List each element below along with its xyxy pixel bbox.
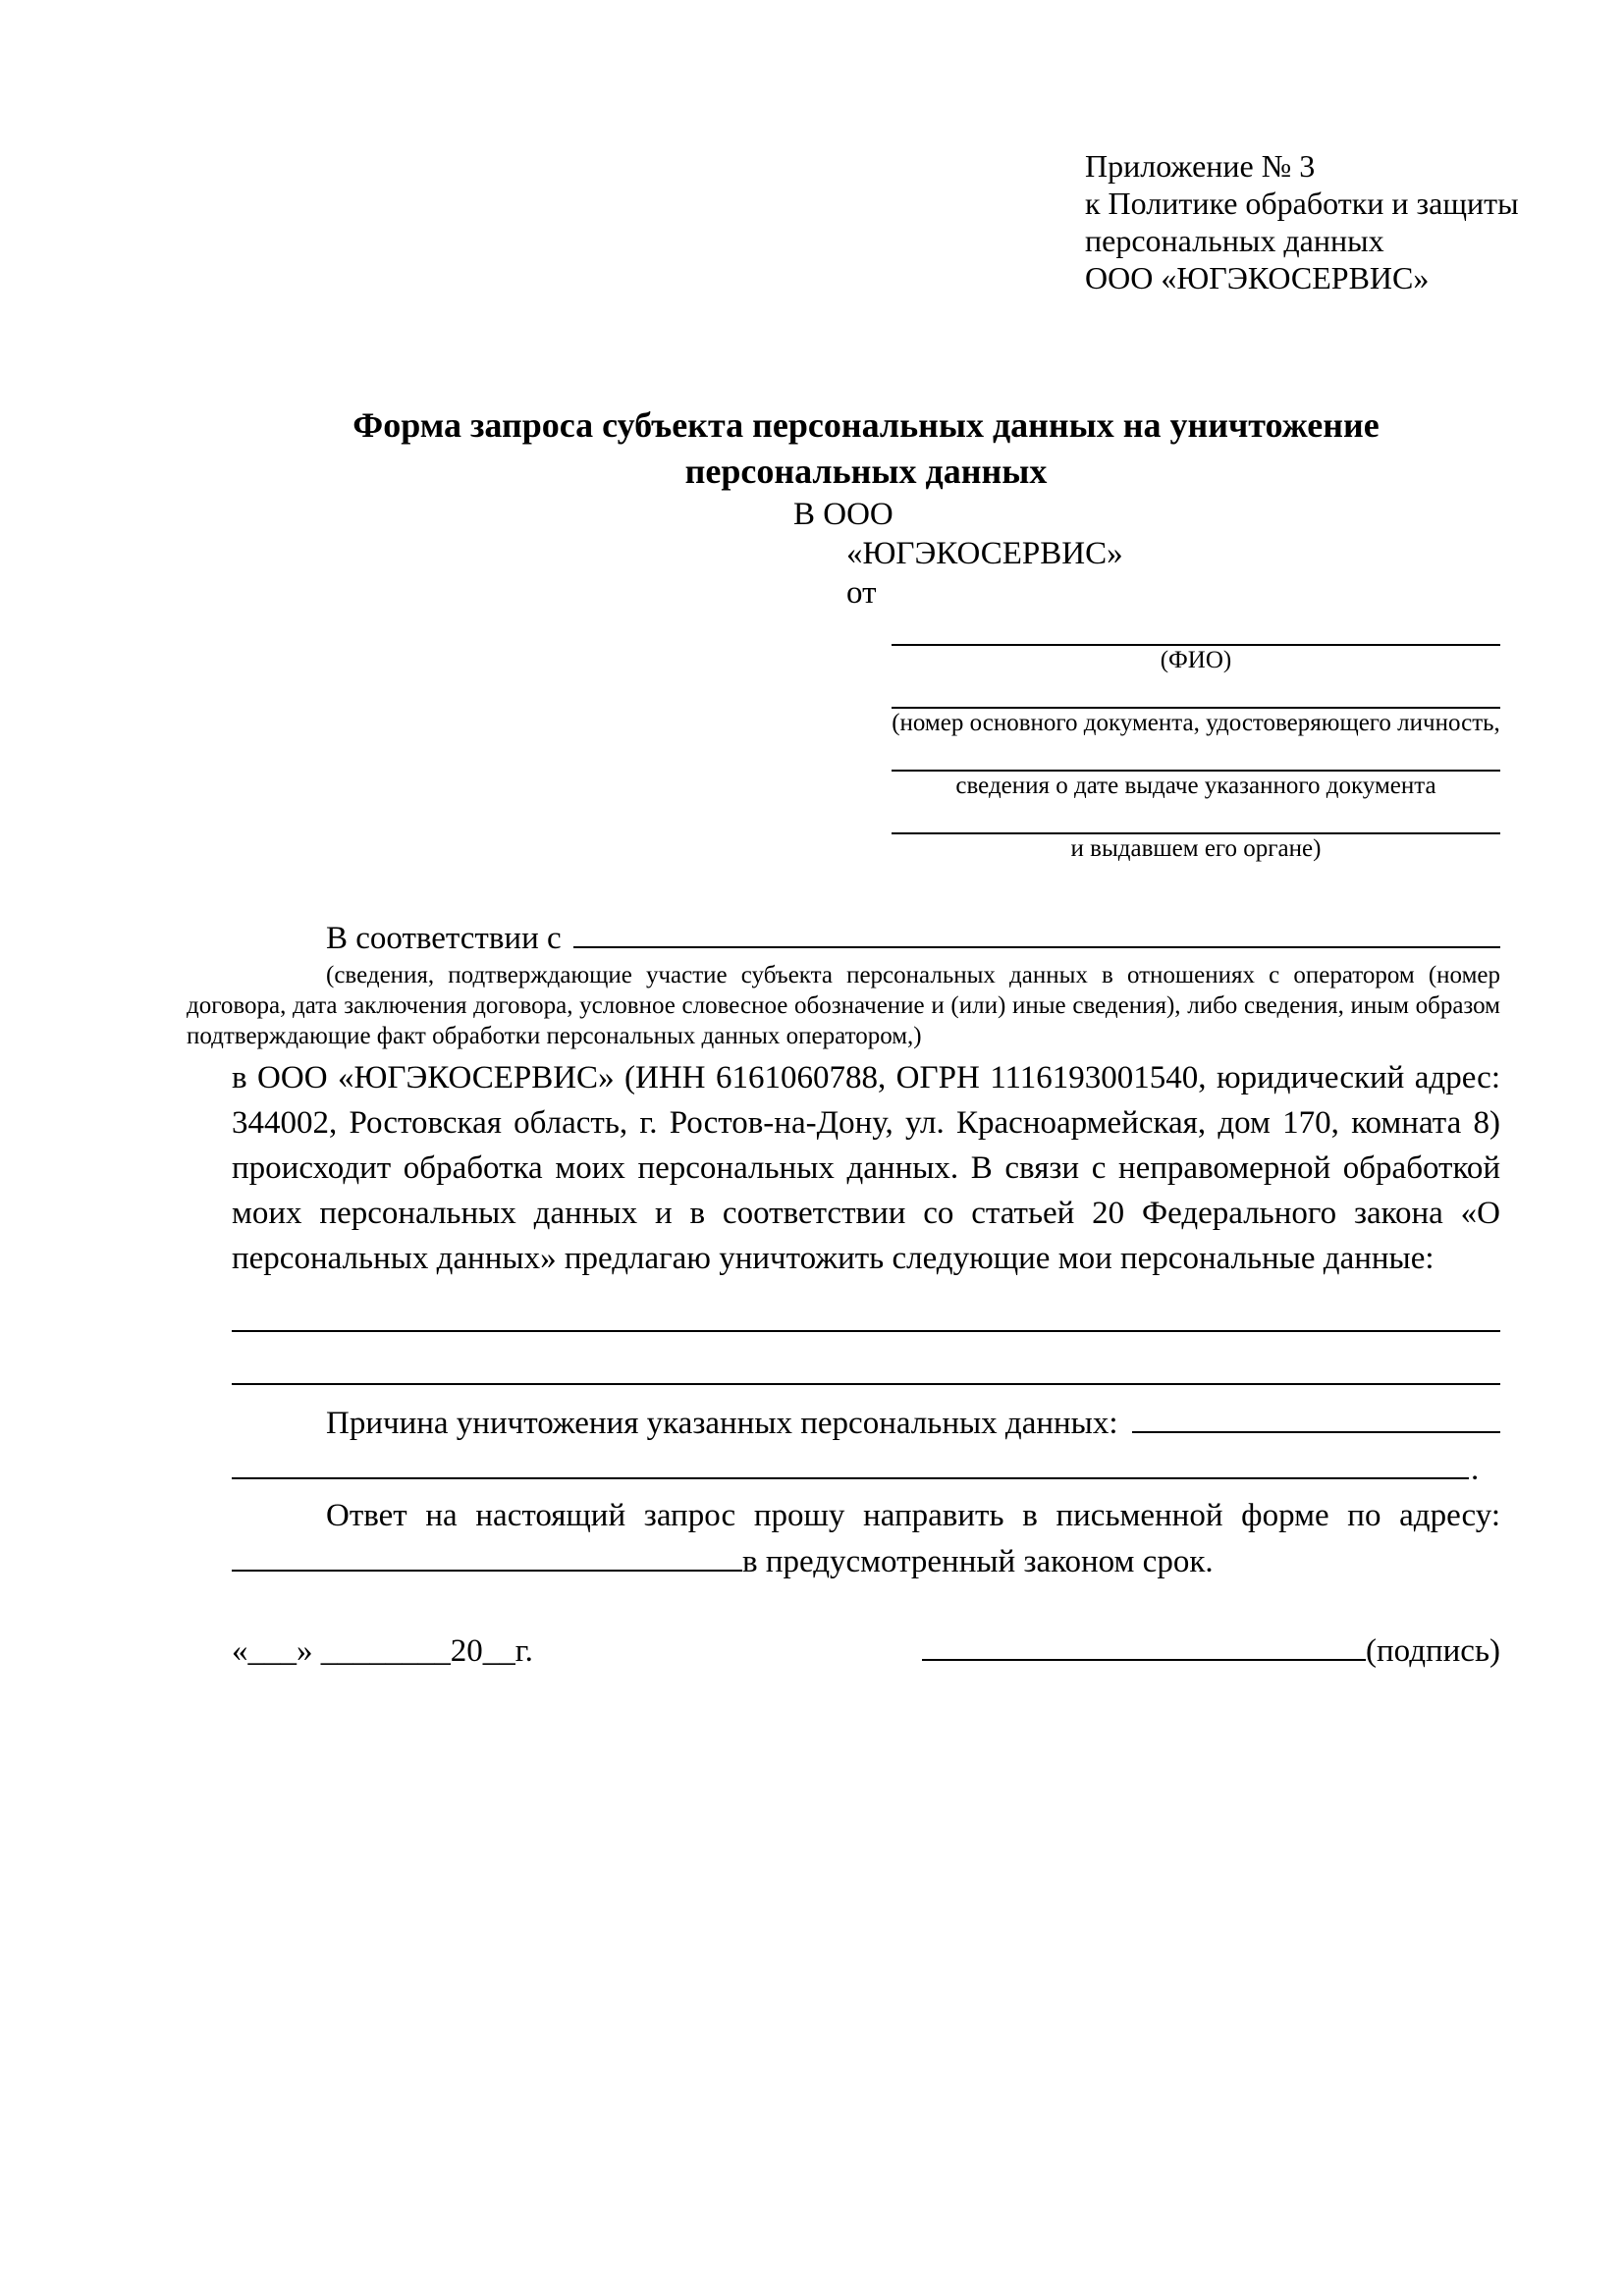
reason-lead: Причина уничтожения указанных персональных данных: (326, 1406, 1118, 1441)
body-paragraph: в ООО «ЮГЭКОСЕРВИС» (ИНН 6161060788, ОГРН 1116193001540, юридический адрес: 344002, Ростовская область, г. Ростов-на-Дону, ул. Красноармейская, дом 170, комната 8) происходит обработка моих персональных данных. В связи с неправомерной обработкой моих персональных данных и в соответствии со статьей 20 Федерального закона «О персональных данных» предлагаю уничтожить следующие мои персональные данные: (232, 1060, 1500, 1276)
accordance-line (232, 917, 1500, 960)
form-title-line-1: Форма запроса субъекта персональных данных на уничтожение (352, 405, 1380, 445)
accordance-footnote: (сведения, подтверждающие участие субъекта персональных данных в отношениях с оператором (номер договора, дата заключения договора, условное словесное обозначение и (или) иные сведения), либо сведения, иным образом подтверждающие факт обработки персональных данных оператором,) (187, 962, 1500, 1049)
appendix-line-3: персональных данных (1085, 223, 1384, 258)
personal-data-blank-line-1 (232, 1281, 1500, 1332)
answer-tail: в предусмотренный законом срок. (742, 1544, 1214, 1579)
issuing-authority-field (892, 801, 1500, 864)
signature-area (922, 1629, 1500, 1675)
reason-blank-line-2 (232, 1473, 1469, 1479)
reason-line (232, 1401, 1500, 1447)
personal-data-blank-line-2 (232, 1332, 1500, 1385)
appendix-note (1085, 147, 1519, 296)
addressee-company-name: «ЮГЭКОСЕРВИС» (846, 536, 1123, 571)
issue-date-blank-line (892, 738, 1500, 772)
address-blank-line (232, 1566, 742, 1572)
issue-date-field (892, 738, 1500, 801)
form-title (232, 402, 1500, 495)
issue-date-caption: сведения о дате выдаче указанного документа (955, 773, 1436, 799)
issuing-authority-blank-line (892, 801, 1500, 834)
accordance-blank-line (573, 942, 1500, 948)
reason-period: . (1471, 1452, 1480, 1487)
form-title-line-2: персональных данных (684, 452, 1048, 491)
appendix-line-4: ООО «ЮГЭКОСЕРВИС» (1085, 260, 1430, 295)
appendix-line-1: Приложение № 3 (1085, 148, 1316, 184)
answer-address-line (232, 1539, 1500, 1585)
addressee-from-label: от (846, 575, 877, 611)
signature-blank-line (922, 1655, 1366, 1661)
fio-field (892, 613, 1500, 675)
accordance-lead: В соответствии с (326, 921, 562, 956)
addressee-block (232, 495, 1500, 864)
answer-lead: Ответ на настоящий запрос прошу направить в письменной форме по адресу: (326, 1498, 1500, 1533)
issuing-authority-caption: и выдавшем его органе) (1070, 835, 1322, 862)
fio-blank-line (892, 613, 1500, 646)
signature-row (232, 1629, 1500, 1675)
reason-blank-line (1132, 1427, 1500, 1433)
reason-continuation-line (232, 1447, 1500, 1493)
document-number-caption: (номер основного документа, удостоверяющего личность, (892, 710, 1500, 736)
signature-caption: (подпись) (1366, 1633, 1500, 1669)
document-number-field (892, 675, 1500, 738)
appendix-line-2: к Политике обработки и защиты (1085, 186, 1519, 221)
fio-caption: (ФИО) (1160, 647, 1232, 673)
document-number-blank-line (892, 675, 1500, 709)
date-template: «___» ________20__г. (232, 1633, 533, 1669)
addressee-to-prefix: В ООО (793, 497, 893, 532)
